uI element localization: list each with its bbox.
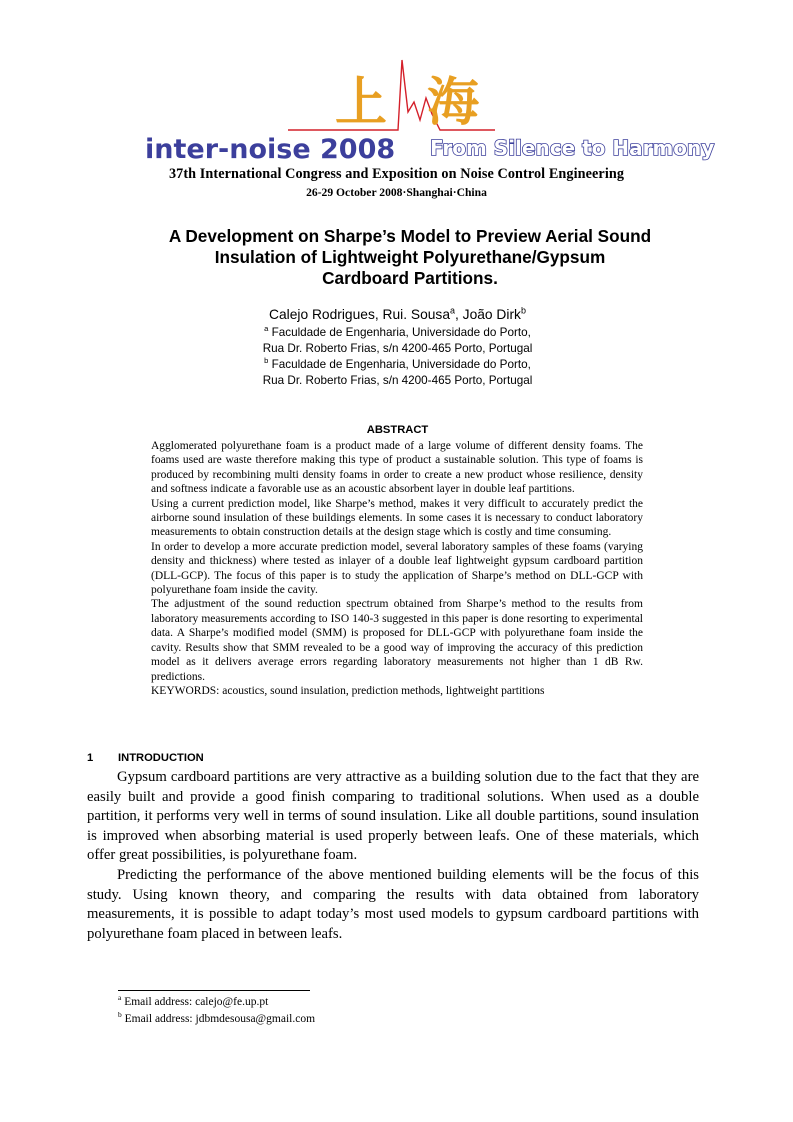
intro-paragraph-2: Predicting the performance of the above mentioned building elements will be the focus of this study. Using known theory, and comparing the results with data obtained from laboratory measurements, it is possible to adapt today’s most used models to gypsum cardboard partitions with polyurethane foam placed in between leafs. bbox=[87, 866, 699, 942]
title-line-1: A Development on Sharpe’s Model to Preview Aerial Sound bbox=[168, 226, 652, 246]
abstract-paragraph-4: The adjustment of the sound reduction spectrum obtained from Sharpe’s method to the results from laboratory measurements according to ISO 140-3 suggested in this paper is done resorting to experimental data. A Sharpe’s modified model (SMM) is proposed for DLL-GCP with polyurethane foam inside the cavity. Results show that SMM revealed to be a good way of improving the accuracy of this prediction model as it delivers average errors regarding laboratory measurements not higher than 1 dB Rw. predictions. bbox=[151, 598, 643, 683]
affil-a-mark: a bbox=[264, 324, 269, 334]
affiliation-b bbox=[140, 357, 655, 390]
footnote-divider bbox=[118, 990, 310, 991]
authors-rest: , João Dirk bbox=[455, 307, 521, 322]
authors bbox=[140, 307, 655, 322]
introduction-body bbox=[87, 768, 699, 944]
title-line-3: Cardboard Partitions. bbox=[322, 268, 498, 288]
section-number: 1 bbox=[87, 752, 94, 764]
footnote-a-mark: a bbox=[118, 993, 122, 1003]
conference-logo bbox=[140, 40, 715, 165]
logo-slogan-text: From Silence to Harmony bbox=[430, 136, 715, 160]
affil-b-line1: Faculdade de Engenharia, Universidade do Porto, bbox=[268, 358, 531, 371]
footnote-a-text: Email address: calejo@fe.up.pt bbox=[121, 996, 269, 1008]
conference-dates: 26-29 October 2008·Shanghai·China bbox=[306, 186, 487, 199]
abstract-paragraph-2: Using a current prediction model, like Sharpe’s method, makes it very difficult to accurately predict the airborne sound insulation of these buildings elements. In some cases it is necessary to conduct laboratory measurements to obtain construction details at the design stage which is costly and time consuming. bbox=[151, 497, 643, 539]
abstract-heading: ABSTRACT bbox=[366, 424, 429, 436]
footnote-a bbox=[118, 993, 269, 1008]
section-heading: INTRODUCTION bbox=[118, 752, 204, 764]
abstract-body bbox=[151, 439, 643, 698]
abstract-keywords: KEYWORDS: acoustics, sound insulation, prediction methods, lightweight partitions bbox=[151, 684, 545, 697]
author-sup-a: a bbox=[450, 305, 456, 316]
footnote-b-text: Email address: jdbmdesousa@gmail.com bbox=[121, 1013, 316, 1025]
affil-a-line1: Faculdade de Engenharia, Universidade do Porto, bbox=[268, 326, 531, 339]
footnote-b bbox=[118, 1010, 316, 1025]
conference-title: 37th International Congress and Exposition on Noise Control Engineering bbox=[168, 166, 625, 182]
affiliation-a bbox=[140, 325, 655, 358]
footnote-b-mark: b bbox=[118, 1010, 122, 1020]
authors-main: Calejo Rodrigues, Rui. Sousa bbox=[269, 307, 451, 322]
affil-b-line2: Rua Dr. Roberto Frias, s/n 4200-465 Porto, Portugal bbox=[262, 374, 533, 388]
paper-title bbox=[140, 226, 680, 289]
affil-a-line2: Rua Dr. Roberto Frias, s/n 4200-465 Porto, Portugal bbox=[262, 342, 533, 356]
abstract-paragraph-1: Agglomerated polyurethane foam is a product made of a large volume of different density foams. The foams used are waste therefore making this type of product a sustainable solution. This type of foams is produced by recombining multi density foams in order to create a new product whose resilience, density and softness indicate a favorable use as an acoustic absorbent layer in double leaf partitions. bbox=[151, 440, 643, 496]
intro-paragraph-1: Gypsum cardboard partitions are very attractive as a building solution due to the fact that they are easily built and provide a good finish comparing to traditional solutions. When used as a double partition, it performs very well in terms of sound insulation. Like all double partitions, sound insulation is improved when absorbing material is used properly between leafs. One of these materials, which offer great possibilities, is polyurethane foam. bbox=[87, 769, 699, 864]
author-sup-b: b bbox=[520, 305, 526, 316]
logo-chinese-text: 上海 bbox=[335, 73, 520, 133]
affil-b-mark: b bbox=[264, 356, 269, 366]
logo-brand-text: inter-noise 2008 bbox=[145, 134, 396, 165]
abstract-paragraph-3: In order to develop a more accurate prediction model, several laboratory samples of these foams (varying density and thickness) where tested as inlayer of a double leaf lightweight gypsum cardboard partition (DLL-GCP). The focus of this paper is to study the application of Sharpe’s method on DLL-GCP with polyurethane foam inside the cavity. bbox=[151, 540, 643, 597]
title-line-2: Insulation of Lightweight Polyurethane/Gypsum bbox=[214, 247, 606, 267]
